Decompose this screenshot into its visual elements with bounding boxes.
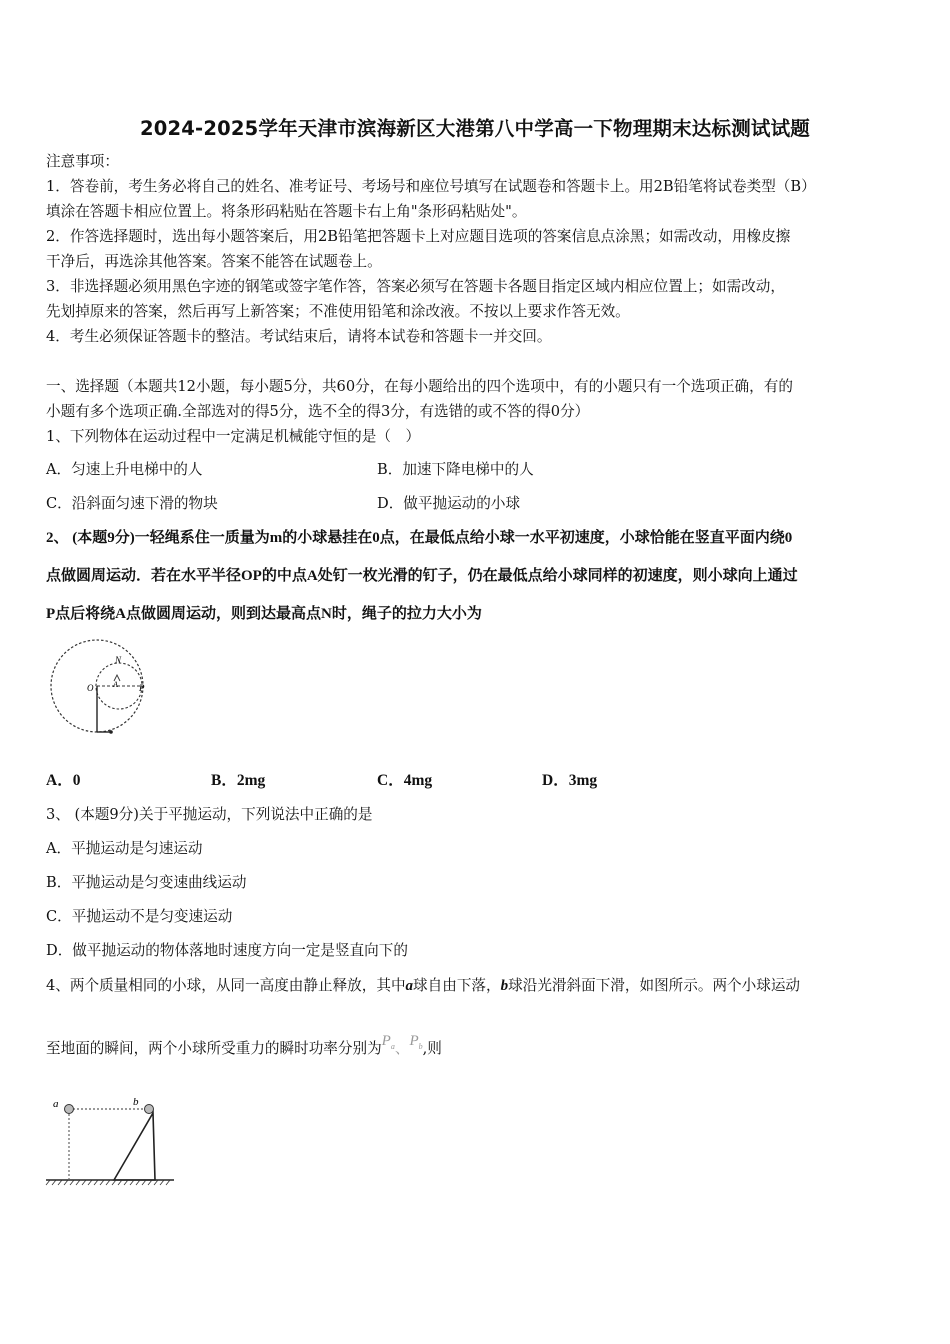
label-o: O	[87, 683, 94, 693]
q4-text: 至地面的瞬间，两个小球所受重力的瞬时功率分别为	[46, 1040, 382, 1057]
notice-line: 填涂在答题卡相应位置上。将条形码粘贴在答题卡右上角"条形码粘贴处"。	[46, 203, 527, 220]
notice-line: 2．作答选择题时，选出每小题答案后，用2B铅笔把答题卡上对应题目选项的答案信息点涂黑；如需改动，用橡皮擦	[46, 228, 791, 245]
q1-option-a: A．匀速上升电梯中的人	[46, 461, 203, 478]
q4-stem-line2	[46, 1033, 442, 1064]
q1-stem: 1、下列物体在运动过程中一定满足机械能守恒的是（ ）	[46, 428, 421, 445]
label-p: P	[139, 683, 145, 693]
q2-stem-line2: 点做圆周运动．若在水平半径OP的中点A处钉一枚光滑的钉子，仍在最低点给小球同样的初速度，则小球向上通过	[46, 568, 798, 584]
q2-option-c: C．4mg	[377, 772, 433, 789]
q4-stem-line1	[46, 977, 800, 995]
notice-line: 干净后，再选涂其他答案。答案不能答在试题卷上。	[46, 253, 382, 270]
section-heading-cont: 小题有多个选项正确.全部选对的得5分，选不全的得3分，有选错的或不答的得0分）	[46, 403, 590, 420]
q1-option-c: C．沿斜面匀速下滑的物块	[46, 495, 218, 512]
notice-line: 4．考生必须保证答题卡的整洁。考试结束后，请将本试卷和答题卡一并交回。	[46, 328, 552, 345]
power-a: $P_a$	[381, 1033, 395, 1051]
q1-option-b: B．加速下降电梯中的人	[377, 461, 534, 478]
q2-option-d: D．3mg	[542, 772, 598, 789]
q2-option-b: B．2mg	[211, 772, 266, 789]
q1-option-d: D．做平抛运动的小球	[377, 495, 521, 512]
q3-option-b: B．平抛运动是匀变速曲线运动	[46, 874, 247, 891]
q4-var-b: b	[500, 978, 509, 994]
q4-var-a: a	[405, 978, 414, 994]
power-b: $P_b$	[409, 1033, 423, 1051]
notice-line: 先划掉原来的答案，然后再写上新答案；不准使用铅笔和涂改液。不按以上要求作答无效。	[46, 303, 630, 320]
q4-text: ,则	[422, 1040, 442, 1057]
q4-separator: 、	[394, 1040, 410, 1057]
q3-option-c: C．平抛运动不是匀变速运动	[46, 908, 233, 925]
section-heading: 一、选择题（本题共12小题，每小题5分，共60分，在每小题给出的四个选项中，有的小题只有一个选项正确，有的	[46, 378, 793, 395]
notice-line: 1．答卷前，考生务必将自己的姓名、准考证号、考场号和座位号填写在试题卷和答题卡上。用2B铅笔将试卷类型（B）	[46, 178, 816, 195]
notice-line: 3．非选择题必须用黑色字迹的钢笔或签字笔作答，答案必须写在答题卡各题目指定区域内相应位置上；如需改动，	[46, 278, 785, 295]
q2-option-a: A．0	[46, 772, 81, 789]
label-ball-b: b	[133, 1096, 139, 1108]
q4-text: 球自由下落，	[413, 977, 501, 994]
q4-text: 球沿光滑斜面下滑，如图所示。两个小球运动	[508, 977, 801, 994]
q2-stem-line3: P点后将绕A点做圆周运动，则到达最高点N时，绳子的拉力大小为	[46, 606, 482, 622]
q2-stem-line1: 2、 (本题9分)一轻绳系住一质量为m的小球悬挂在0点，在最低点给小球一水平初速度，小球恰能在竖直平面内绕0	[46, 530, 793, 546]
label-n: N	[115, 655, 122, 665]
q4-incline-figure	[44, 1093, 179, 1188]
q3-stem	[46, 806, 372, 824]
label-ball-a: a	[53, 1098, 59, 1110]
q4-text: 4、两个质量相同的小球，从同一高度由静止释放，其中	[46, 977, 406, 994]
notice-heading: 注意事项：	[46, 153, 119, 170]
q3-option-d: D．做平抛运动的物体落地时速度方向一定是竖直向下的	[46, 942, 408, 959]
label-a: A	[113, 680, 118, 689]
q2-circle-figure	[46, 635, 156, 740]
page-title: 2024-2025学年天津市滨海新区大港第八中学高一下物理期末达标测试试题	[139, 117, 811, 140]
q3-stem-text: 3、 (本题9分)关于平抛运动，下列说法中正确的是	[46, 806, 373, 823]
q3-option-a: A．平抛运动是匀速运动	[46, 840, 203, 857]
